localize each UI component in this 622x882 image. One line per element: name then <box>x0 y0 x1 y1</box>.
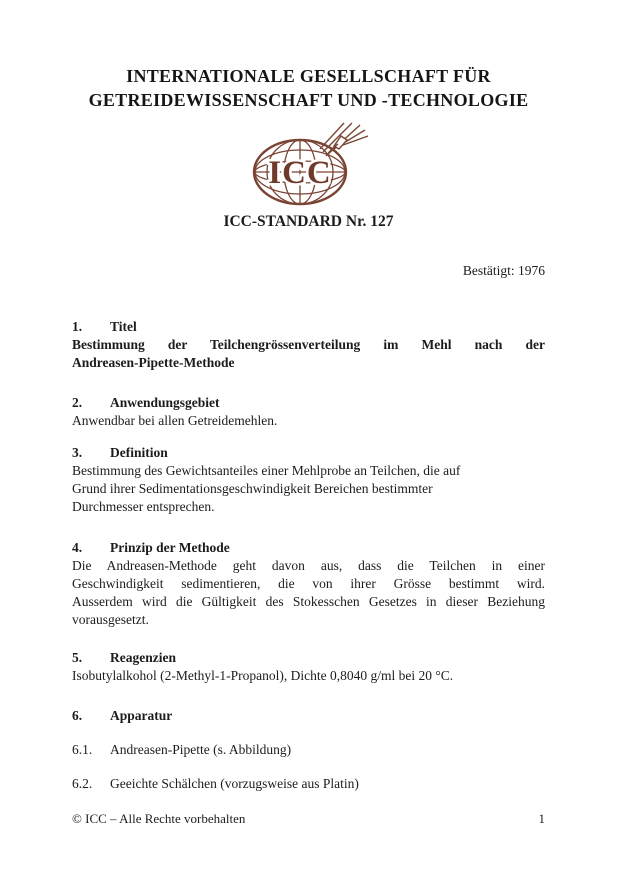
section-number: 2. <box>72 395 83 410</box>
section-body <box>72 336 545 372</box>
section-heading <box>72 649 545 667</box>
body-line: Bestimmung des Gewichtsanteiles einer Mehlprobe an Teilchen, die auf <box>72 463 461 478</box>
section-titel <box>72 318 545 372</box>
apparatus-item-6-2 <box>72 775 545 793</box>
item-number: 6.2. <box>72 776 93 791</box>
section-title: Apparatur <box>110 708 173 723</box>
section-body <box>72 462 545 516</box>
body-line: Bestimmung der Teilchengrössenverteilung im Mehl nach der <box>72 337 545 352</box>
section-title: Prinzip der Methode <box>110 540 230 555</box>
section-heading <box>72 539 545 557</box>
icc-globe-wheat-logo-graphic <box>248 122 370 206</box>
section-heading <box>72 394 545 412</box>
section-title: Definition <box>110 445 168 460</box>
section-prinzip-der-methode <box>72 539 545 629</box>
organization-title-line1: INTERNATIONALE GESELLSCHAFT FÜR <box>126 66 491 86</box>
section-body <box>72 557 545 629</box>
page-number: 1 <box>538 811 545 826</box>
section-number: 5. <box>72 650 83 665</box>
section-body <box>72 412 545 430</box>
item-text: Andreasen-Pipette (s. Abbildung) <box>110 742 292 757</box>
body-line: Anwendbar bei allen Getreidemehlen. <box>72 413 278 428</box>
section-number: 4. <box>72 540 83 555</box>
body-line: Andreasen-Pipette-Methode <box>72 355 235 370</box>
body-line: vorausgesetzt. <box>72 612 149 627</box>
body-line: Ausserdem wird die Gültigkeit des Stokesschen Gesetzes in dieser Beziehung <box>72 594 545 609</box>
section-title: Titel <box>110 319 137 334</box>
section-anwendungsgebiet <box>72 394 545 430</box>
section-title: Anwendungsgebiet <box>110 395 220 410</box>
body-line: Isobutylalkohol (2-Methyl-1-Propanol), Dichte 0,8040 g/ml bei 20 °C. <box>72 668 454 683</box>
section-heading <box>72 318 545 336</box>
body-line: Die Andreasen-Methode geht davon aus, dass die Teilchen in einer <box>72 558 545 573</box>
section-body <box>72 667 545 685</box>
approved-date: Bestätigt: 1976 <box>462 263 545 278</box>
section-apparatur <box>72 707 545 725</box>
organization-title-line2: GETREIDEWISSENSCHAFT UND -TECHNOLOGIE <box>88 90 529 110</box>
section-number: 3. <box>72 445 83 460</box>
section-title: Reagenzien <box>110 650 176 665</box>
icc-logo <box>72 122 545 206</box>
copyright-notice: © ICC – Alle Rechte vorbehalten <box>72 811 246 826</box>
section-definition <box>72 444 545 516</box>
page-footer <box>72 810 545 827</box>
body-line: Geschwindigkeit sedimentieren, die von ihrer Grösse bestimmt wird. <box>72 576 545 591</box>
item-text: Geeichte Schälchen (vorzugsweise aus Platin) <box>110 776 359 791</box>
section-reagenzien <box>72 649 545 685</box>
body-line: Durchmesser entsprechen. <box>72 499 215 514</box>
item-number: 6.1. <box>72 742 93 757</box>
logo-icc-letters: ICC <box>267 155 332 191</box>
standard-number-title: ICC-STANDARD Nr. 127 <box>223 213 394 230</box>
section-heading <box>72 444 545 462</box>
wheat-ear-icon <box>320 123 368 156</box>
section-number: 6. <box>72 708 83 723</box>
organization-title <box>72 64 545 112</box>
section-heading <box>72 707 545 725</box>
body-line: Grund ihrer Sedimentationsgeschwindigkeit Bereichen bestimmter <box>72 481 433 496</box>
apparatus-item-6-1 <box>72 741 545 759</box>
section-number: 1. <box>72 319 83 334</box>
